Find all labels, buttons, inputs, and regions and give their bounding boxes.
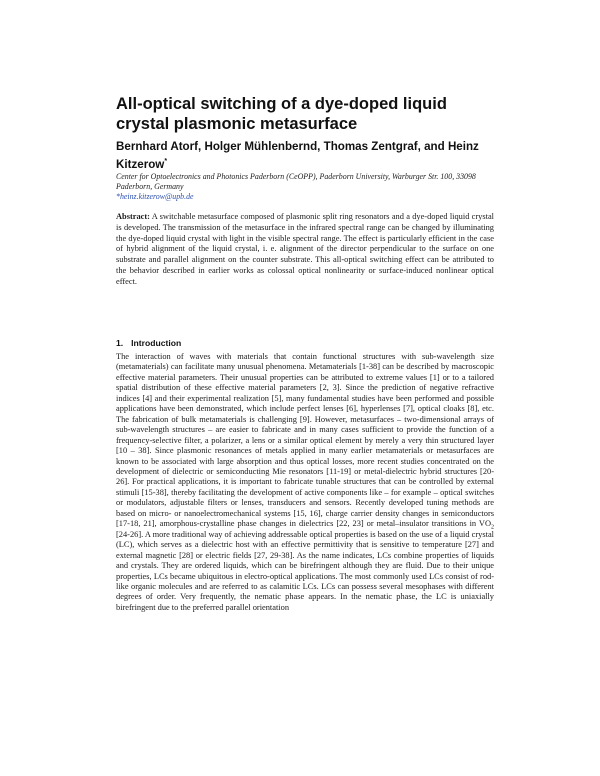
author-names: Bernhard Atorf, Holger Mühlenbernd, Thomas Zentgraf, and Heinz Kitzerow: [116, 140, 479, 171]
author-list: [116, 140, 496, 172]
intro-text-part-a: The interaction of waves with materials that contain functional structures with sub-wavelength size (metamaterials) can facilitate many unusual phenomena. Metamaterials [1-38] can be described by macroscopic effective material parameters. Their unusual properties can be attributed to extreme values [1] or to a tailored spatial distribution of these effective material parameters [2, 3]. Since the prediction of negative refractive indices [4] and their experimental realization [5], many fundamental studies have been performed and possible applications have been demonstrated, which include perfect lenses [6], hyperlenses [7], optical cloaks [8], etc. The fabrication of bulk metamaterials is challenging [9]. However, metasurfaces – two-dimensional arrays of sub-wavelength structures – are easier to fabricate and in many cases sufficient to provide the function of a frequency-selective filter, a polarizer, a lens or a similar optical element by merely a very thin structured layer [10 – 38]. Since plasmonic resonances of metals applied in many earlier metamaterials or metasurfaces are known to be associated with large absorption and thus optical losses, more recent studies concentrated on the development of dielectric or semiconducting Mie resonators [11-19] or metal-dielectric hybrid structures [20-26]. For practical applications, it is important to fabricate tunable structures that can be controlled by external stimuli [15-38], thereby facilitating the development of active components like – for example – optical switches or modulators, adjustable filters or lenses, transducers and sensors. Recently developed tuning methods are based on micro- or nanoelectromechanical systems [15, 16], charge carrier density changes in semiconductors [17-18, 21], amorphous-crystalline phase changes in dielectrics [22, 23] or metal–insulator transitions in VO: [116, 352, 494, 529]
intro-text-part-b: [24-26]. A more traditional way of achieving addressable optical properties is based on the use of a liquid crystal (LC), which serves as a dielectric host with an effective permittivity that is sensitive to temperature [27] and external magnetic [28] or electric fields [27, 29-38]. As the name indicates, LCs combine properties of liquids and crystals. They are ordered liquids, which can be birefringent although they are fluid. Due to their unique properties, LCs became ubiquitous in electro-optical applications. The most commonly used LCs consist of rod-like organic molecules and are referred to as calamitic LCs. LCs can possess several mesophases with different degrees of order. Very frequently, the nematic phase appears. In the nematic phase, the LC is uniaxially birefringent due to the preferred parallel orientation: [116, 529, 494, 612]
abstract: [116, 212, 494, 287]
affiliation: Center for Optoelectronics and Photonics Paderborn (CeOPP), Paderborn University, Warburger Str. 100, 33098 Paderborn, Germany: [116, 172, 476, 192]
corresponding-author-mark: *: [164, 157, 168, 165]
vo2-subscript: 2: [491, 524, 494, 531]
paper-title: All-optical switching of a dye-doped liquid crystal plasmonic metasurface: [116, 95, 447, 133]
introduction-body: [116, 352, 494, 613]
section-heading-introduction: [116, 338, 494, 348]
abstract-text: A switchable metasurface composed of plasmonic split ring resonators and a dye-doped liquid crystal is developed. The transmission of the metasurface in the infrared spectral range can be changed by illuminating the dye-doped liquid crystal with light in the visible spectral range. The effect is particularly efficient in the case of hybrid alignment of the liquid crystal, i. e. alignment of the director perpendicular to the surface on one substrate and parallel alignment on the counter substrate. This all-optical switching effect can be attributed to the behavior described in earlier works as colossal optical nonlinearity or surface-induced nonlinear optical effect.: [116, 212, 494, 286]
affiliation-block: [116, 172, 494, 203]
section-number: 1.: [116, 338, 124, 348]
abstract-label: Abstract:: [116, 212, 150, 221]
contact-email[interactable]: *heinz.kitzerow@upb.de: [116, 192, 194, 202]
section-title: Introduction: [131, 338, 182, 348]
